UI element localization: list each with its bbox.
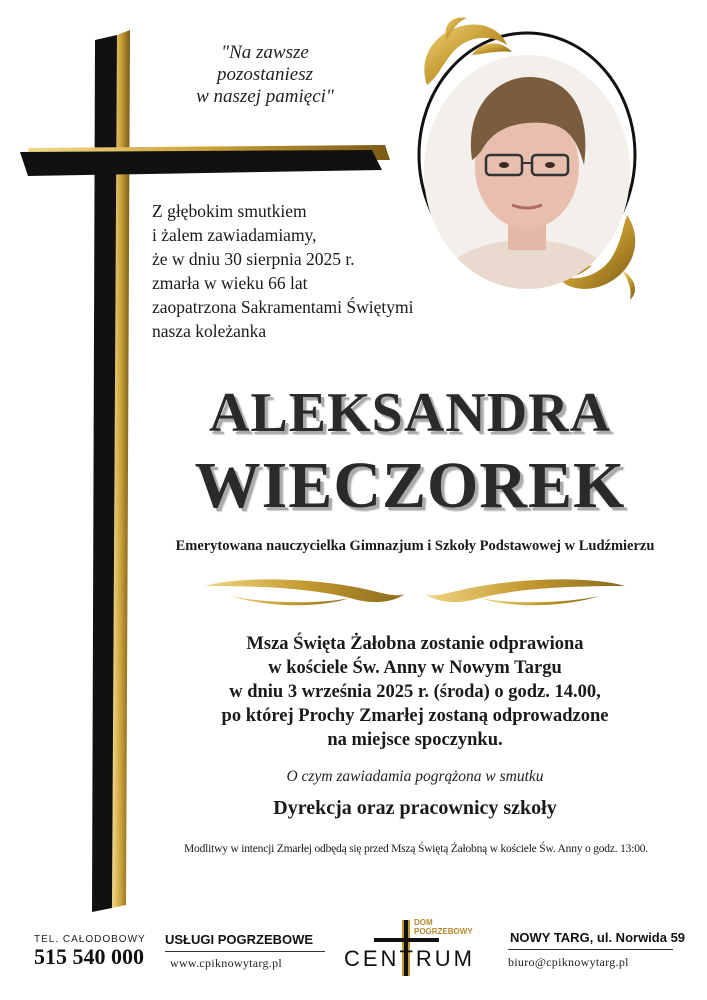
deceased-first-name: ALEKSANDRA — [208, 382, 612, 444]
logo-caption-line: POGRZEBOWY — [414, 927, 473, 936]
footer-divider — [165, 951, 325, 952]
intro-line: nasza koleżanka — [152, 321, 267, 341]
email: biuro@cpiknowytarg.pl — [508, 955, 629, 969]
portrait-photo — [424, 55, 630, 289]
intro-line: zaopatrzona Sakramentami Świętymi — [152, 297, 414, 317]
intro-line: i żalem zawiadamiamy, — [152, 225, 317, 245]
phone-number: 515 540 000 — [34, 944, 144, 969]
intro-line: zmarła w wieku 66 lat — [152, 273, 308, 293]
intro-line: Z głębokim smutkiem — [152, 201, 307, 221]
mass-line: na miejsce spoczynku. — [327, 730, 503, 750]
phone-label: TEL. CAŁODOBOWY — [34, 934, 146, 945]
address: NOWY TARG, ul. Norwida 59 — [510, 930, 686, 945]
announcement-text — [152, 199, 452, 343]
quote-line: "Na zawsze — [221, 42, 309, 63]
funeral-home-logo — [344, 918, 484, 978]
deceased-role: Emerytowana nauczycielka Gimnazjum i Szkoły Podstawowej w Ludźmierzu — [175, 538, 655, 554]
mass-line: w dniu 3 września 2025 r. (środa) o godz. 14.00, — [229, 682, 601, 702]
logo-caption-line: DOM — [414, 918, 433, 927]
memorial-quote — [175, 42, 355, 108]
mass-line: w kościele Św. Anny w Nowym Targu — [268, 658, 562, 678]
signed-by: Dyrekcja oraz pracownicy szkoły — [273, 797, 557, 819]
logo-caption — [414, 918, 473, 936]
ornament-divider — [200, 574, 630, 610]
quote-line: w naszej pamięci" — [196, 86, 334, 107]
mass-line: po której Prochy Zmarłej zostaną odprowadzone — [221, 706, 609, 726]
services-url: www.cpiknowytarg.pl — [170, 956, 283, 970]
funeral-mass-info — [160, 632, 670, 752]
services-title: USŁUGI POGRZEBOWE — [165, 932, 314, 947]
quote-line: pozostaniesz — [216, 64, 314, 85]
intro-line: że w dniu 30 sierpnia 2025 r. — [152, 249, 355, 269]
portrait-image — [424, 55, 630, 289]
prayers-note: Modlitwy w intencji Zmarłej odbędą się przed Mszą Świętą Żałobną w kościele Św. Anny o godz. 13:00. — [184, 843, 648, 855]
mass-line: Msza Święta Żałobna zostanie odprawiona — [246, 634, 584, 654]
mourners-line: O czym zawiadamia pogrążona w smutku — [286, 768, 544, 785]
logo-word: CENTRUM — [344, 946, 475, 971]
deceased-last-name: WIECZOREK — [194, 449, 626, 522]
footer-divider — [508, 949, 673, 950]
